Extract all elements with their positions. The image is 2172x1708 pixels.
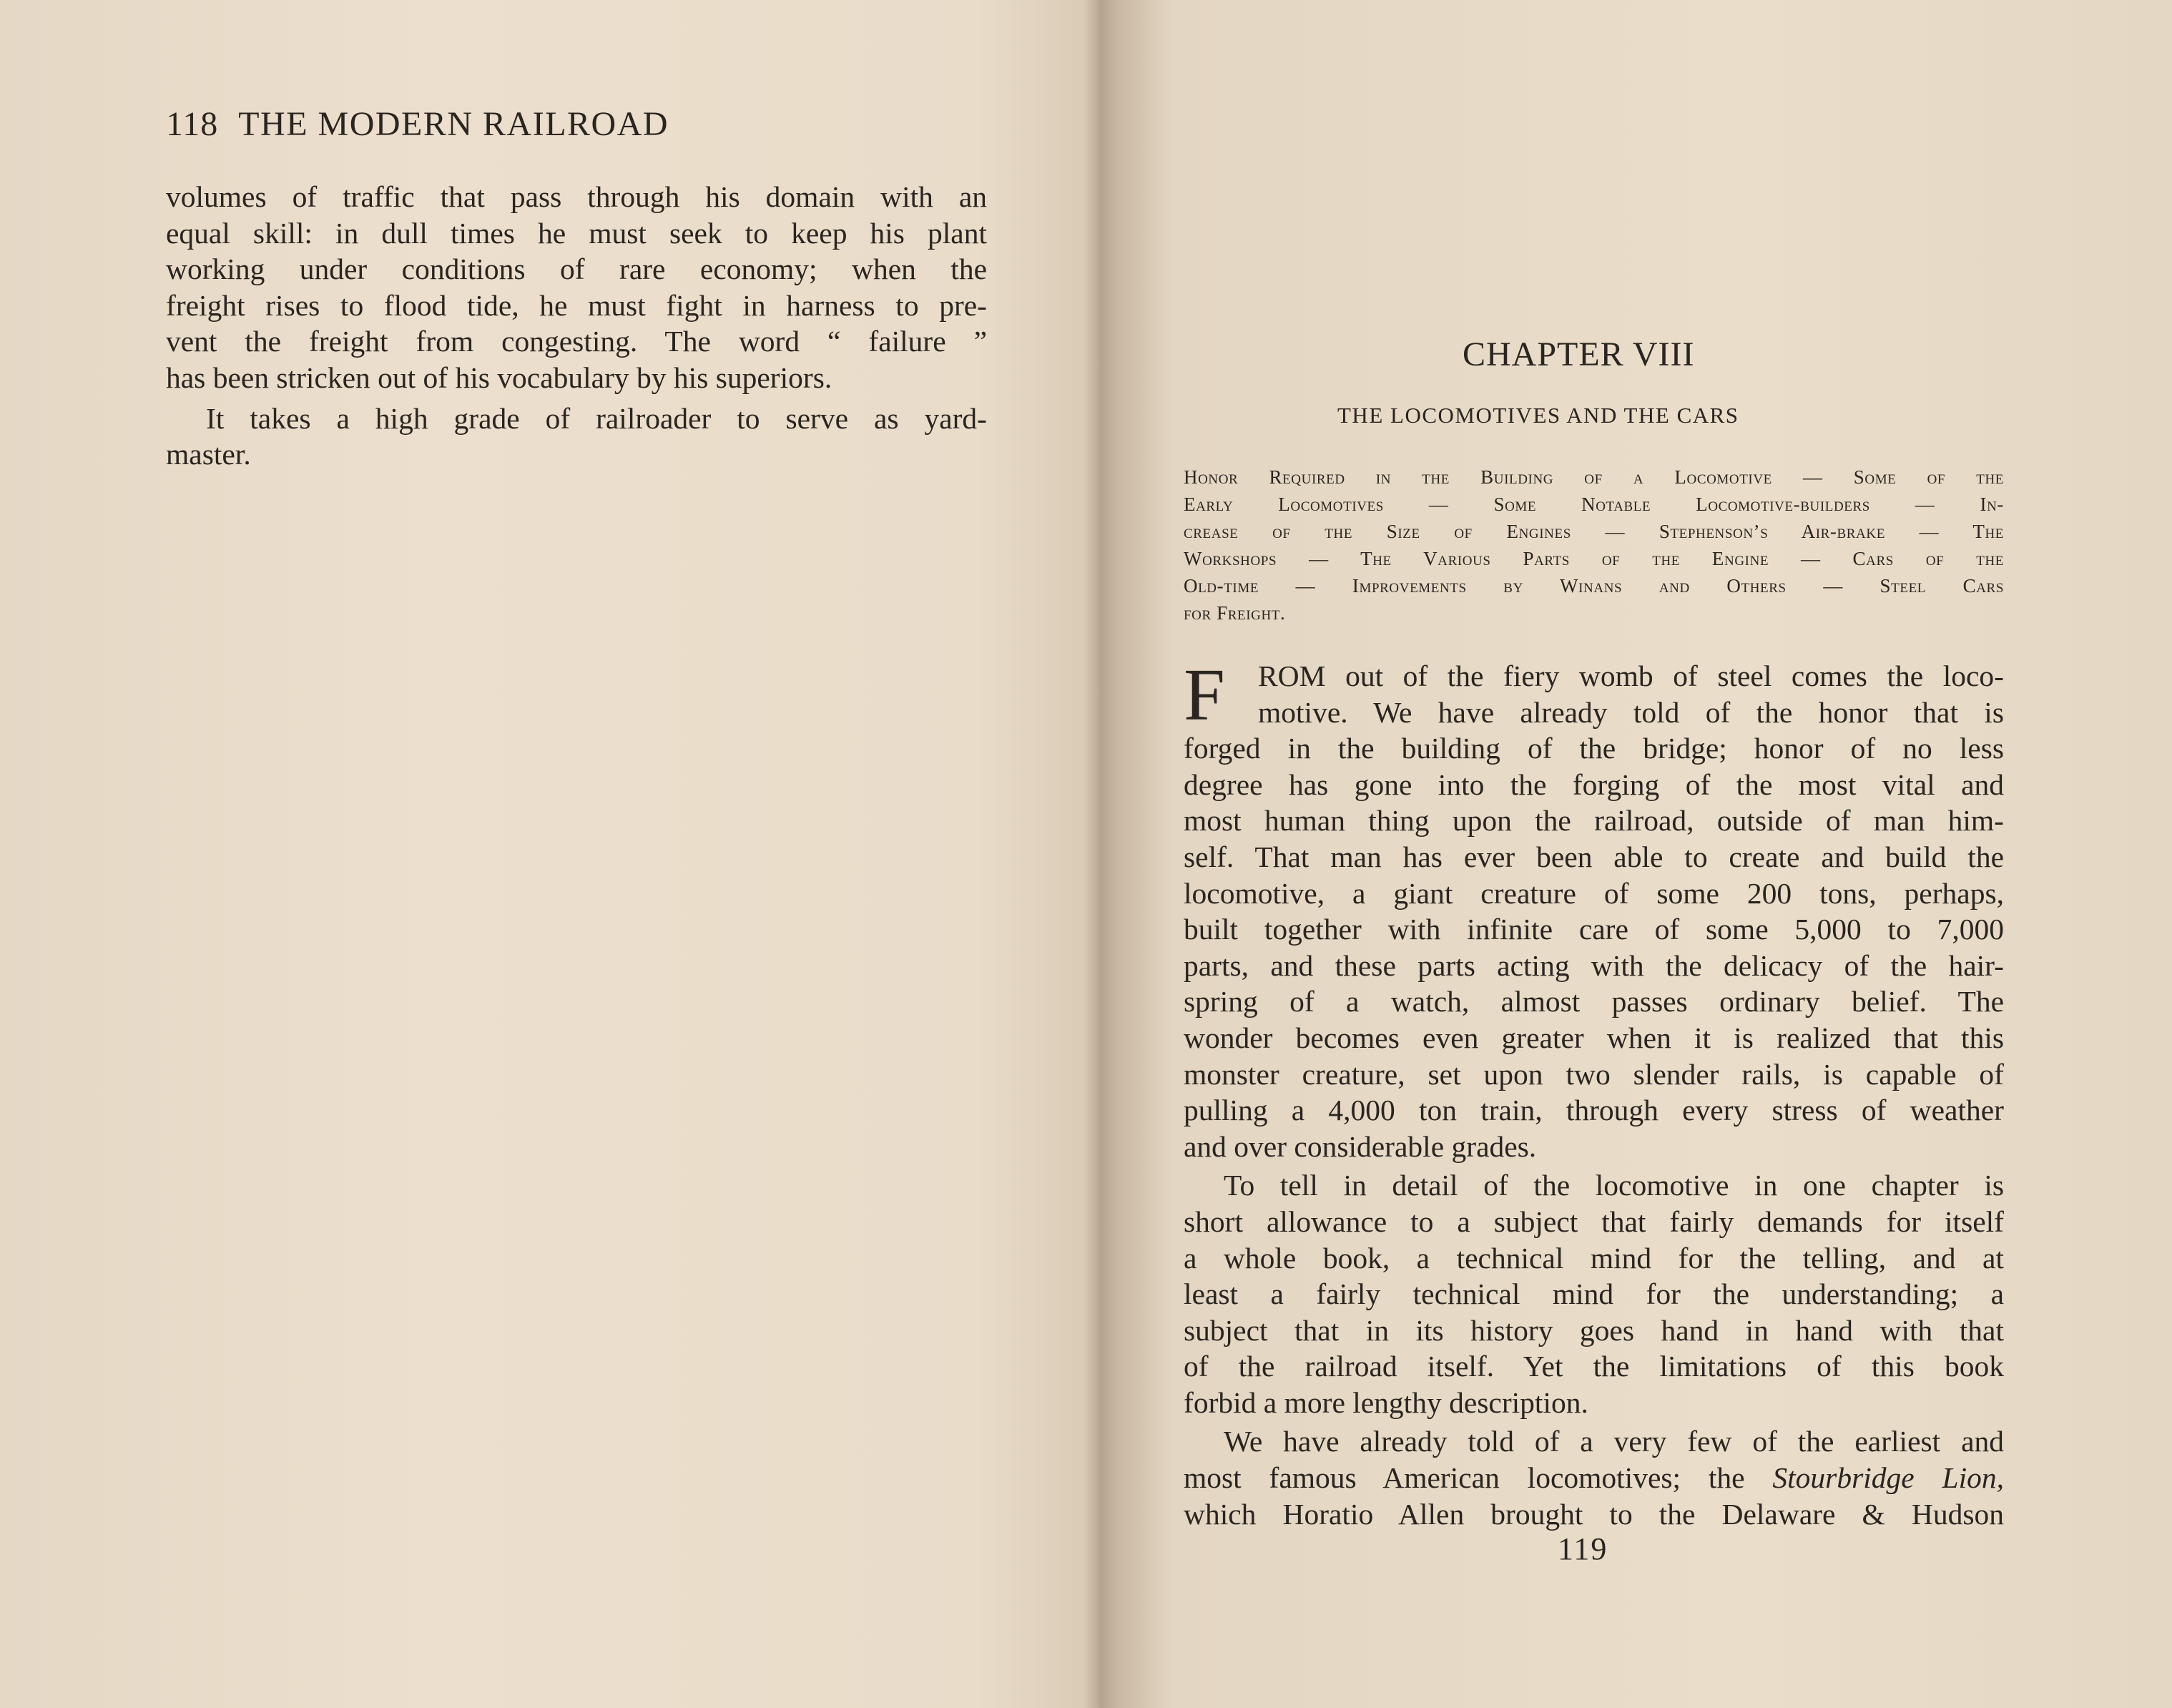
text-line: working under conditions of rare economy; when the: [166, 252, 987, 286]
text-line: volumes of traffic that pass through his domain with an: [166, 180, 987, 213]
chapter-synopsis: [1184, 463, 2004, 627]
text-line: and over considerable grades.: [1184, 1129, 1537, 1163]
synopsis-line: Honor Required in the Building of a Locomotive — Some of the: [1184, 466, 2004, 488]
text-line: has been stricken out of his vocabulary by his superiors.: [166, 360, 832, 394]
text-line: It takes a high grade of railroader to serve as yard-: [206, 401, 987, 435]
text-line: forbid a more lengthy description.: [1184, 1385, 1588, 1419]
text-line: of the railroad itself. Yet the limitations of this book: [1184, 1350, 2004, 1383]
text-line: pulling a 4,000 ton train, through every stress of weather: [1184, 1094, 2004, 1127]
text-line: parts, and these parts acting with the delicacy of the hair-: [1184, 948, 2004, 982]
text-line: subject that in its history goes hand in hand with that: [1184, 1313, 2004, 1347]
synopsis-line: Early Locomotives — Some Notable Locomotive-builders — In-: [1184, 494, 2004, 515]
book-gutter: [1083, 0, 1119, 1708]
text-line: vent the freight from congesting. The word “ failure ”: [166, 325, 987, 358]
synopsis-line: for Freight.: [1184, 602, 1286, 624]
chapter-number: CHAPTER VIII: [1463, 335, 1695, 373]
text-fragment: most famous American locomotives; the: [1184, 1461, 1773, 1495]
text-line: degree has gone into the forging of the most vital and: [1184, 767, 2004, 801]
text-line: a whole book, a technical mind for the telling, and at: [1184, 1241, 2004, 1275]
left-body-text: [166, 179, 987, 473]
text-line: We have already told of a very few of the earliest and: [1224, 1425, 2004, 1458]
synopsis-line: Workshops — The Various Parts of the Engine — Cars of the: [1184, 548, 2004, 569]
text-line: monster creature, set upon two slender rails, is capable of: [1184, 1057, 2004, 1091]
text-line: equal skill: in dull times he must seek to keep his plant: [166, 216, 987, 250]
italic-title: Stourbridge Lion,: [1772, 1461, 2004, 1495]
running-head-title: THE MODERN RAILROAD: [238, 105, 669, 143]
left-page-number: 118: [166, 105, 219, 143]
text-line: least a fairly technical mind for the understanding; a: [1184, 1277, 2004, 1311]
text-line: spring of a watch, almost passes ordinary belief. The: [1184, 985, 2004, 1019]
text-line: locomotive, a giant creature of some 200 tons, perhaps,: [1184, 876, 2004, 910]
text-line: wonder becomes even greater when it is realized that this: [1184, 1021, 2004, 1054]
text-line: To tell in detail of the locomotive in one chapter is: [1224, 1169, 2004, 1202]
text-line: [1184, 1460, 2004, 1496]
text-line: which Horatio Allen brought to the Delaware & Hudson: [1184, 1497, 2004, 1531]
right-body-text: [1184, 654, 2004, 1532]
text-line: built together with infinite care of some 5,000 to 7,000: [1184, 913, 2004, 946]
synopsis-line: crease of the Size of Engines — Stephenson’s Air-brake — The: [1184, 521, 2004, 542]
left-running-head: [166, 104, 669, 144]
text-line: forged in the building of the bridge; honor of no less: [1184, 732, 2004, 765]
text-line: master.: [166, 438, 251, 471]
text-line: short allowance to a subject that fairly demands for itself: [1184, 1204, 2004, 1238]
text-line: self. That man has ever been able to create and build the: [1184, 840, 2004, 873]
synopsis-line: Old-time — Improvements by Winans and Others — Steel Cars: [1184, 575, 2004, 597]
chapter-title: THE LOCOMOTIVES AND THE CARS: [1337, 403, 1739, 428]
drop-cap: F: [1184, 654, 1225, 736]
text-line: ROM out of the fiery womb of steel comes the loco-: [1258, 659, 2004, 692]
dropcap-paragraph-start: [1184, 654, 2004, 736]
text-line: most human thing upon the railroad, outside of man him-: [1184, 804, 2004, 838]
text-line: freight rises to flood tide, he must fight in harness to pre-: [166, 288, 987, 322]
text-line: motive. We have already told of the honor that is: [1258, 695, 2004, 729]
right-page-number: 119: [1558, 1531, 1608, 1566]
